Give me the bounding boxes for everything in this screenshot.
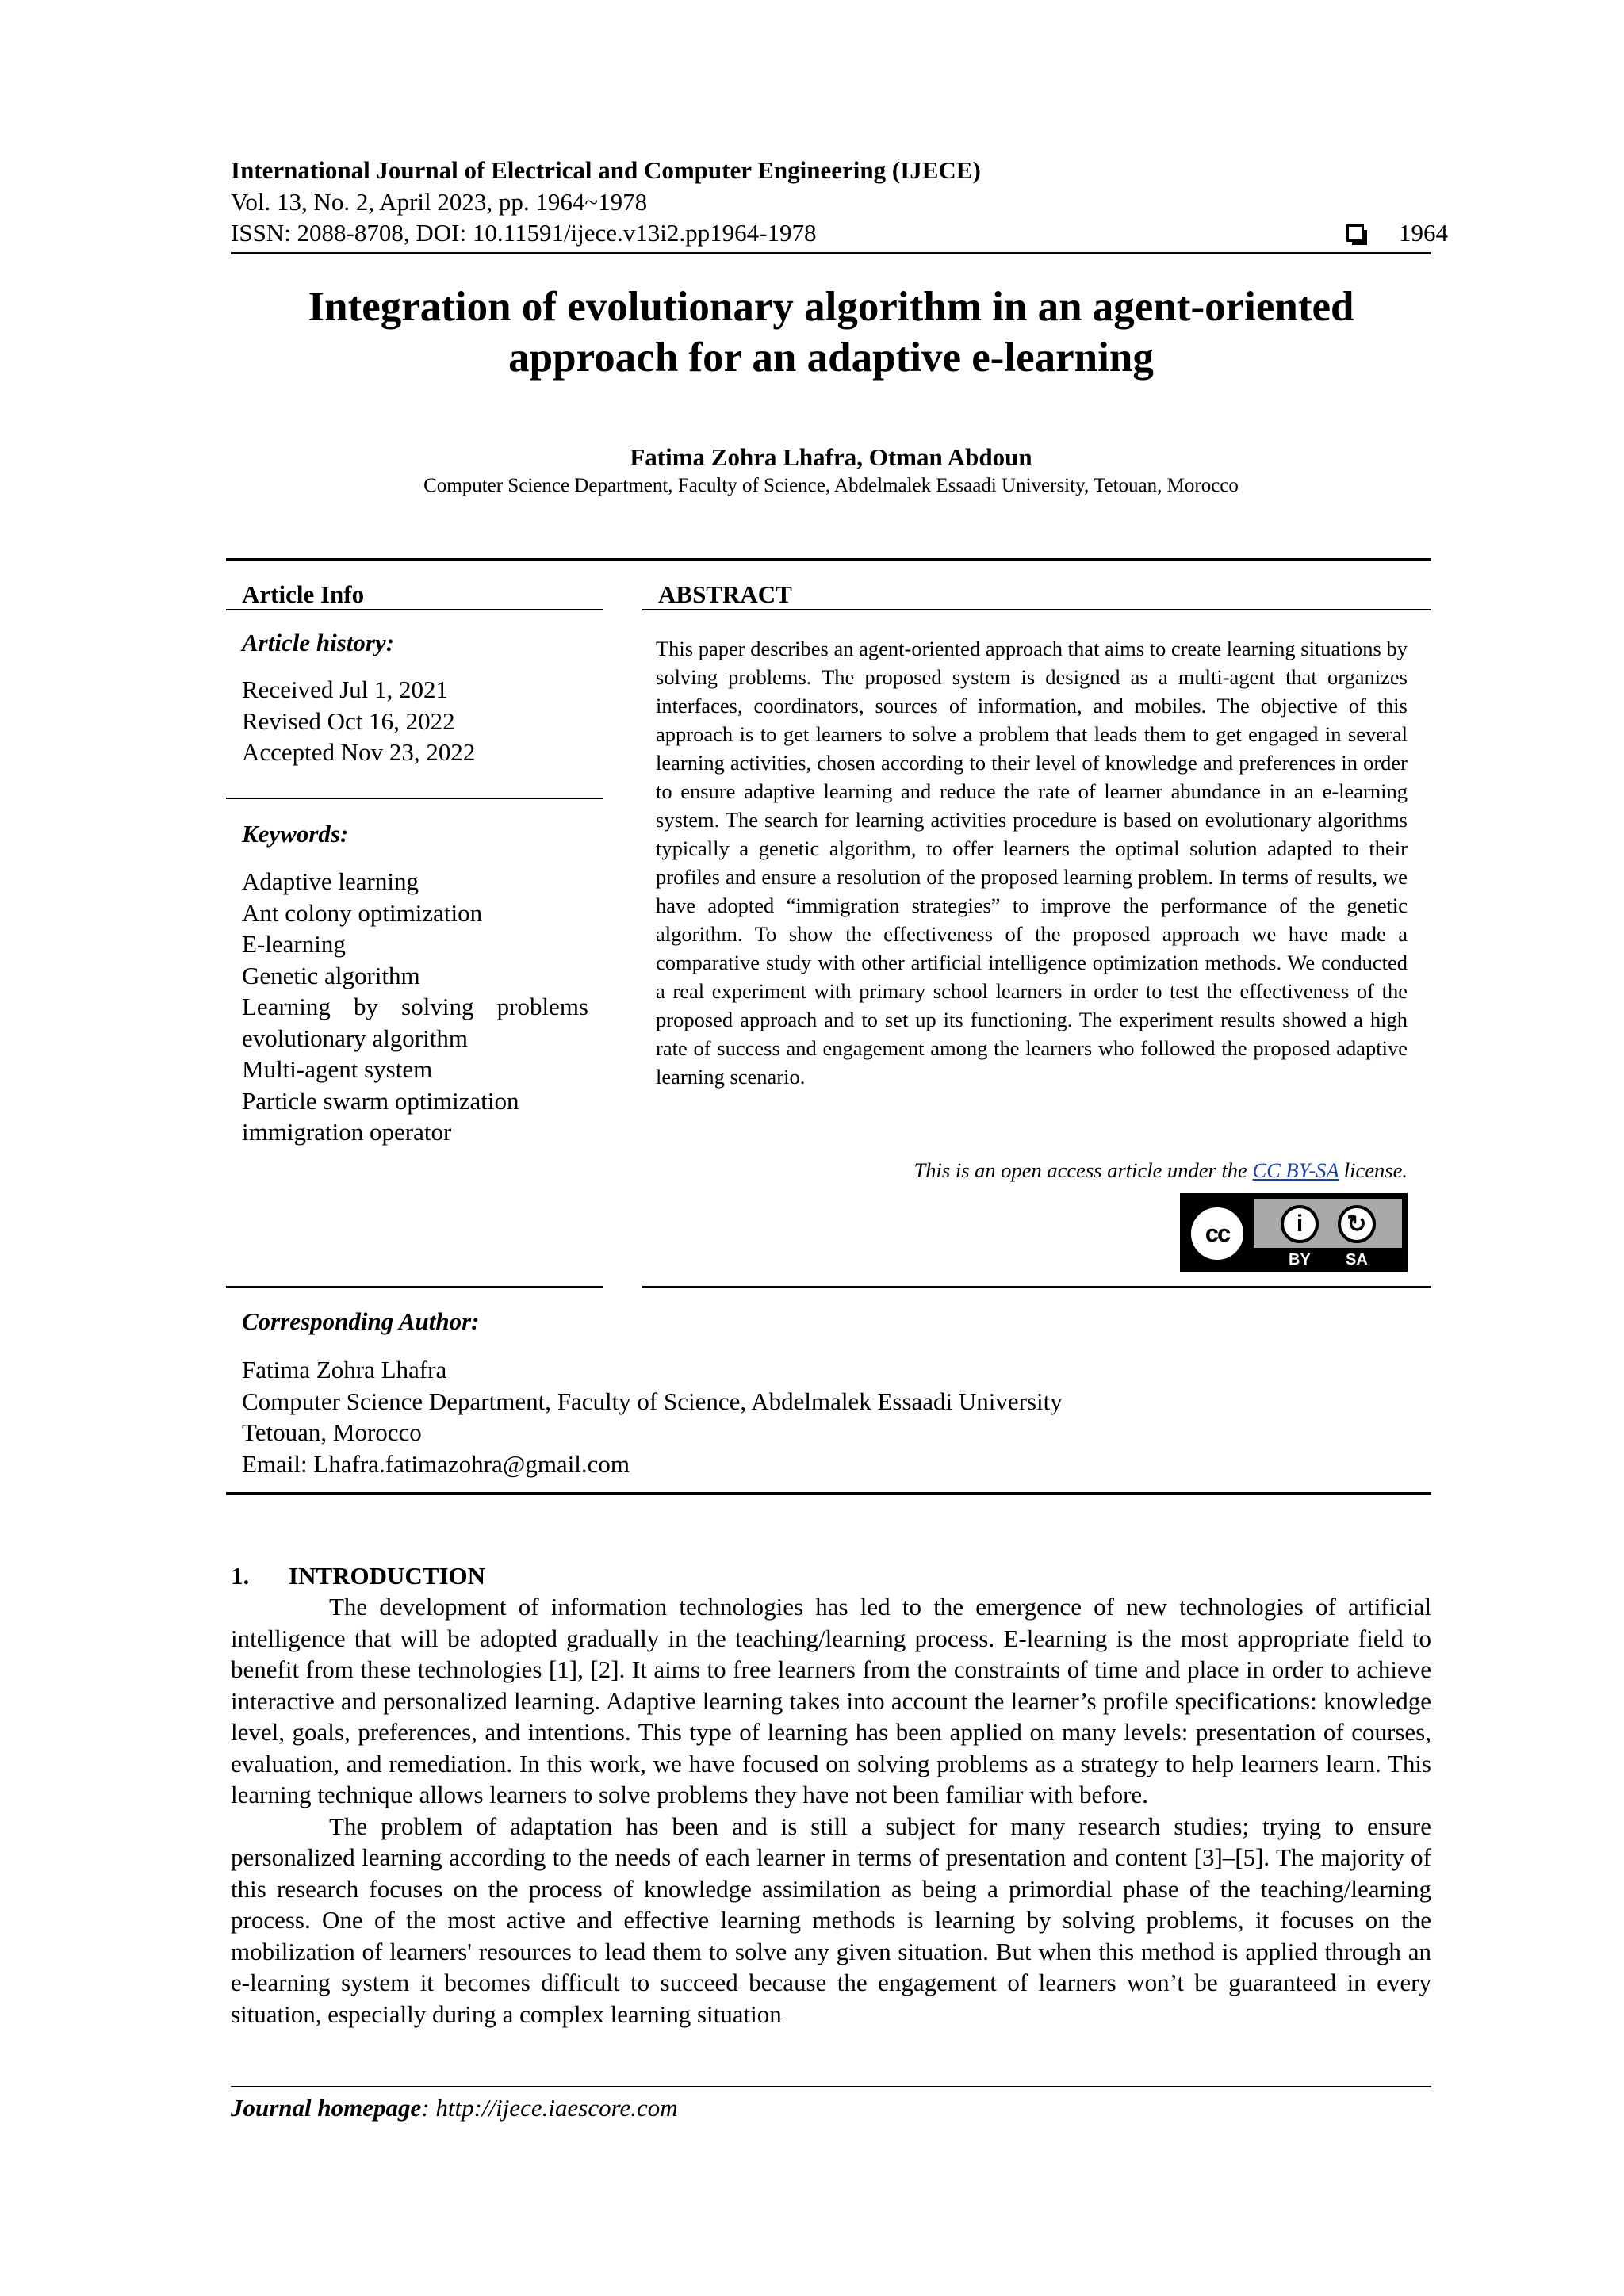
revised-date: Revised Oct 16, 2022 xyxy=(242,706,455,735)
introduction-body xyxy=(231,1591,1431,2030)
keyword-item: Genetic algorithm xyxy=(242,961,420,989)
affiliation: Computer Science Department, Faculty of Science, Abdelmalek Essaadi University, Tetouan, Morocco xyxy=(423,475,1239,496)
volume-line: Vol. 13, No. 2, April 2023, pp. 1964~1978 xyxy=(231,188,648,216)
abstract-heading: ABSTRACT xyxy=(658,580,792,608)
page-number-block xyxy=(1346,218,1448,248)
paragraph: The problem of adaptation has been and is still a subject for many research studies; trying to ensure personalized learning according to the needs of each learner in terms of presentation and content [3]–[5]. The majority of this research focuses on the process of knowledge assimilation as being a primordial phase of the teaching/learning process. One of the most active and effective learning methods is learning by solving problems, it focuses on the mobilization of learners' resources to lead them to solve any given situation. But when this method is applied through an e-learning system it becomes difficult to succeed because the engagement of learners won’t be guaranteed in every situation, especially during a complex learning situation xyxy=(231,1812,1431,2028)
keyword-item: immigration operator xyxy=(242,1118,452,1146)
attribution-person-icon: i xyxy=(1281,1205,1319,1243)
authors: Fatima Zohra Lhafra, Otman Abdoun xyxy=(630,443,1032,471)
article-info-rule xyxy=(226,609,603,610)
share-alike-icon: ↻ xyxy=(1338,1205,1376,1243)
homepage-url[interactable]: : http://ijece.iaescore.com xyxy=(421,2094,678,2122)
title-line-2: approach for an adaptive e-learning xyxy=(508,335,1154,381)
author-email: Email: Lhafra.fatimazohra@gmail.com xyxy=(242,1449,630,1478)
keyword-item: E-learning xyxy=(242,930,346,958)
author-department: Computer Science Department, Faculty of Science, Abdelmalek Essaadi University xyxy=(242,1387,1063,1415)
abstract-text: This paper describes an agent-oriented approach that aims to create learning situations by solving problems. The proposed system is designed as a multi-agent that organizes interfaces, coordinators, sources of information, and mobiles. The objective of this approach is to get learners to solve a problem that leads them to get engaged in several learning activities, chosen according to their level of knowledge and preferences in order to ensure adaptive learning and reduce the rate of learner abundance in an e-learning system. The search for learning activities procedure is based on evolutionary algorithms typically a genetic algorithm, to offer learners the optimal solution adapted to their profiles and ensure a resolution of the proposed learning problem. In terms of results, we have adopted “immigration strategies” to improve the performance of the genetic algorithm. To show the effectiveness of the proposed approach we have made a comparative study with other artificial intelligence optimization methods. We conducted a real experiment with primary school learners in order to test the effectiveness of the proposed approach and to set up its functioning. The experiment results showed a high rate of success and engagement among the learners who followed the proposed adaptive learning scenario. xyxy=(656,637,1408,1089)
author-name: Fatima Zohra Lhafra xyxy=(242,1356,447,1383)
accepted-date: Accepted Nov 23, 2022 xyxy=(242,738,476,766)
badge-by-label: BY xyxy=(1289,1251,1311,1269)
introduction-heading: INTRODUCTION xyxy=(289,1562,486,1590)
section-number: 1. xyxy=(231,1562,250,1590)
keyword-item: Multi-agent system xyxy=(242,1055,433,1083)
frame-bottom-rule xyxy=(226,1492,1431,1495)
badge-grey-band xyxy=(1254,1199,1402,1248)
keyword-item: Ant colony optimization xyxy=(242,898,483,927)
corresponding-author-details xyxy=(242,1354,1063,1479)
article-history-list xyxy=(242,674,475,768)
history-rule xyxy=(226,798,603,799)
article-info-heading: Article Info xyxy=(242,580,365,608)
keyword-item: Particle swarm optimization xyxy=(242,1086,519,1115)
article-history-heading: Article history: xyxy=(242,629,395,656)
paragraph: The development of information technologies has led to the emergence of new technologies of artificial intelligence that will be adopted gradually in the teaching/learning process. E-learning is the most appropriate field to benefit from these technologies [1], [2]. It aims to free learners from the constraints of time and place in order to achieve interactive and personalized learning. Adaptive learning takes into account the learner’s profile specifications: knowledge level, goals, preferences, and intentions. This type of learning has been applied on many levels: presentation of courses, evaluation, and remediation. In this work, we have focused on solving problems as a strategy to help learners learn. This learning technique allows learners to solve problems they have not been familiar with before. xyxy=(231,1593,1431,1808)
square-bullet-icon xyxy=(1346,224,1364,242)
cc-by-sa-badge[interactable] xyxy=(1180,1193,1408,1272)
keyword-item: Learning by solving problems xyxy=(242,993,588,1020)
badge-sa-label: SA xyxy=(1346,1251,1368,1269)
corresponding-author-heading: Corresponding Author: xyxy=(242,1307,480,1335)
abstract-rule xyxy=(642,609,1431,610)
keywords-bottom-rule xyxy=(226,1286,603,1288)
issn-line: ISSN: 2088-8708, DOI: 10.11591/ijece.v13i2.pp1964-1978 xyxy=(231,219,817,247)
received-date: Received Jul 1, 2021 xyxy=(242,675,449,703)
keyword-item: evolutionary algorithm xyxy=(242,1024,468,1052)
abstract-bottom-rule xyxy=(642,1286,1431,1288)
paper-title xyxy=(231,281,1431,383)
cc-by-sa-link[interactable]: CC BY-SA xyxy=(1252,1158,1339,1182)
header-rule xyxy=(231,252,1431,254)
journal-homepage xyxy=(231,2093,678,2123)
journal-name: International Journal of Electrical and Computer Engineering (IJECE) xyxy=(231,156,981,184)
author-location: Tetouan, Morocco xyxy=(242,1418,422,1446)
keywords-heading: Keywords: xyxy=(242,820,349,848)
cc-logo-icon: cc xyxy=(1187,1203,1247,1264)
title-line-1: Integration of evolutionary algorithm in an agent-oriented xyxy=(308,284,1354,330)
license-statement: This is an open access article under the CC BY-SA license. xyxy=(914,1158,1408,1182)
keyword-item: Adaptive learning xyxy=(242,867,419,895)
frame-top-rule xyxy=(226,558,1431,561)
homepage-label: Journal homepage xyxy=(231,2094,422,2122)
keywords-list xyxy=(242,866,588,1148)
footer-rule xyxy=(231,2086,1431,2087)
page-number: 1964 xyxy=(1399,219,1448,247)
